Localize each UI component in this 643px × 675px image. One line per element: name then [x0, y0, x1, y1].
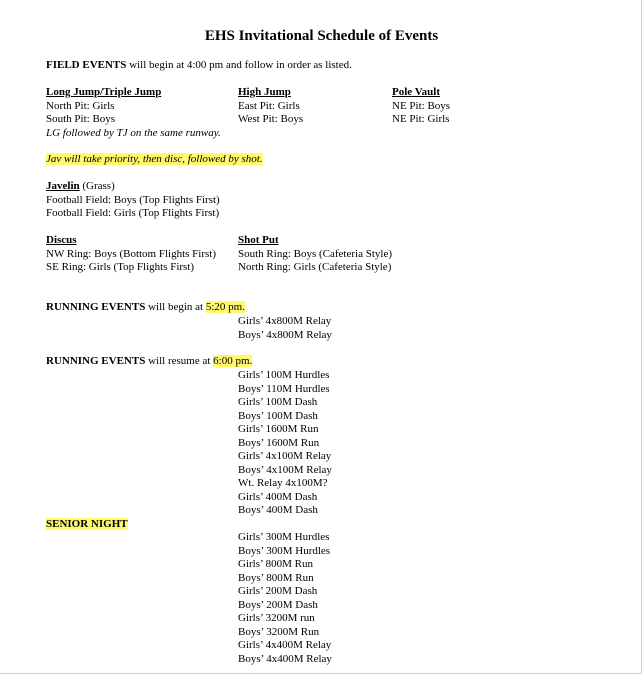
event-item: Boys’ 3200M Run	[238, 625, 320, 638]
shot-put-header: Shot Put	[238, 234, 279, 246]
javelin-header: Javelin	[46, 180, 80, 192]
priority-note	[46, 153, 263, 167]
high-jump-line2: West Pit: Boys	[238, 113, 304, 125]
page-title: EHS Invitational Schedule of Events	[204, 28, 439, 44]
javelin-header-line	[46, 180, 115, 194]
senior-night	[46, 518, 128, 532]
event-item: Boys’ 300M Hurdles	[238, 544, 331, 557]
event-item: Boys’ 800M Run	[238, 571, 314, 584]
discus-header: Discus	[46, 234, 77, 246]
javelin-suffix: (Grass)	[79, 180, 115, 192]
event-item: Boys’ 4x800M Relay	[238, 328, 332, 341]
event-item: Girls’ 4x400M Relay	[238, 639, 332, 651]
running-events-begin	[46, 301, 245, 315]
running-events-list-2	[238, 369, 332, 518]
high-jump-line1: East Pit: Girls	[238, 99, 300, 112]
event-item: Girls’ 200M Dash	[238, 585, 318, 597]
event-item: Girls’ 1600M Run	[238, 423, 319, 435]
event-item: Girls’ 4x100M Relay	[238, 450, 332, 462]
event-item: Boys’ 200M Dash	[238, 598, 318, 611]
shot-put-line2: North Ring: Girls (Cafeteria Style)	[238, 261, 392, 273]
priority-note-text: Jav will take priority, then disc, followed by shot.	[46, 153, 263, 165]
high-jump-header: High Jump	[238, 86, 291, 98]
senior-night-label: SENIOR NIGHT	[46, 518, 128, 530]
field-events-intro	[46, 59, 352, 73]
event-item: Girls’ 100M Hurdles	[238, 369, 330, 381]
long-jump-line2: South Pit: Boys	[46, 113, 116, 125]
event-item: Boys’ 4x100M Relay	[238, 463, 332, 476]
pole-vault-header: Pole Vault	[392, 86, 440, 98]
event-item: Girls’ 100M Dash	[238, 396, 318, 408]
field-events-label: FIELD EVENTS	[46, 59, 127, 71]
running-events-text-2: will resume at	[145, 355, 214, 367]
long-jump-note: LG followed by TJ on the same runway.	[46, 126, 221, 139]
event-item: Girls’ 400M Dash	[238, 490, 318, 503]
event-item: Wt. Relay 4x100M?	[238, 477, 328, 489]
event-item: Girls’ 300M Hurdles	[238, 531, 330, 543]
event-item: Boys’ 110M Hurdles	[238, 382, 330, 395]
running-events-list-3	[238, 531, 332, 666]
pole-vault-line2: NE Pit: Girls	[392, 113, 450, 125]
running-events-text-1: will begin at	[145, 301, 206, 313]
event-item: Girls’ 800M Run	[238, 558, 313, 570]
running-events-list-1	[238, 315, 332, 342]
event-item: Boys’ 400M Dash	[238, 504, 318, 516]
pole-vault-line1: NE Pit: Boys	[392, 99, 451, 112]
event-item: Girls’ 3200M run	[238, 612, 315, 624]
event-item: Girls’ 4x800M Relay	[238, 315, 332, 327]
discus-line2: SE Ring: Girls (Top Flights First)	[46, 261, 195, 273]
running-events-label-2: RUNNING EVENTS	[46, 355, 146, 367]
shot-put-line1: South Ring: Boys (Cafeteria Style)	[238, 247, 392, 260]
running-events-resume	[46, 355, 252, 369]
javelin-line2: Football Field: Girls (Top Flights First)	[46, 207, 220, 219]
event-item: Boys’ 1600M Run	[238, 436, 320, 449]
discus-line1: NW Ring: Boys (Bottom Flights First)	[46, 247, 217, 260]
running-events-time-1: 5:20 pm.	[205, 301, 245, 313]
running-events-time-2: 6:00 pm.	[213, 355, 253, 367]
long-jump-line1: North Pit: Girls	[46, 99, 115, 112]
javelin-line1: Football Field: Boys (Top Flights First)	[46, 193, 220, 206]
running-events-label-1: RUNNING EVENTS	[46, 301, 146, 313]
field-events-text: will begin at 4:00 pm and follow in order as listed.	[126, 59, 352, 71]
event-item: Boys’ 4x400M Relay	[238, 652, 332, 665]
long-jump-header: Long Jump/Triple Jump	[46, 86, 162, 98]
event-item: Boys’ 100M Dash	[238, 409, 318, 422]
